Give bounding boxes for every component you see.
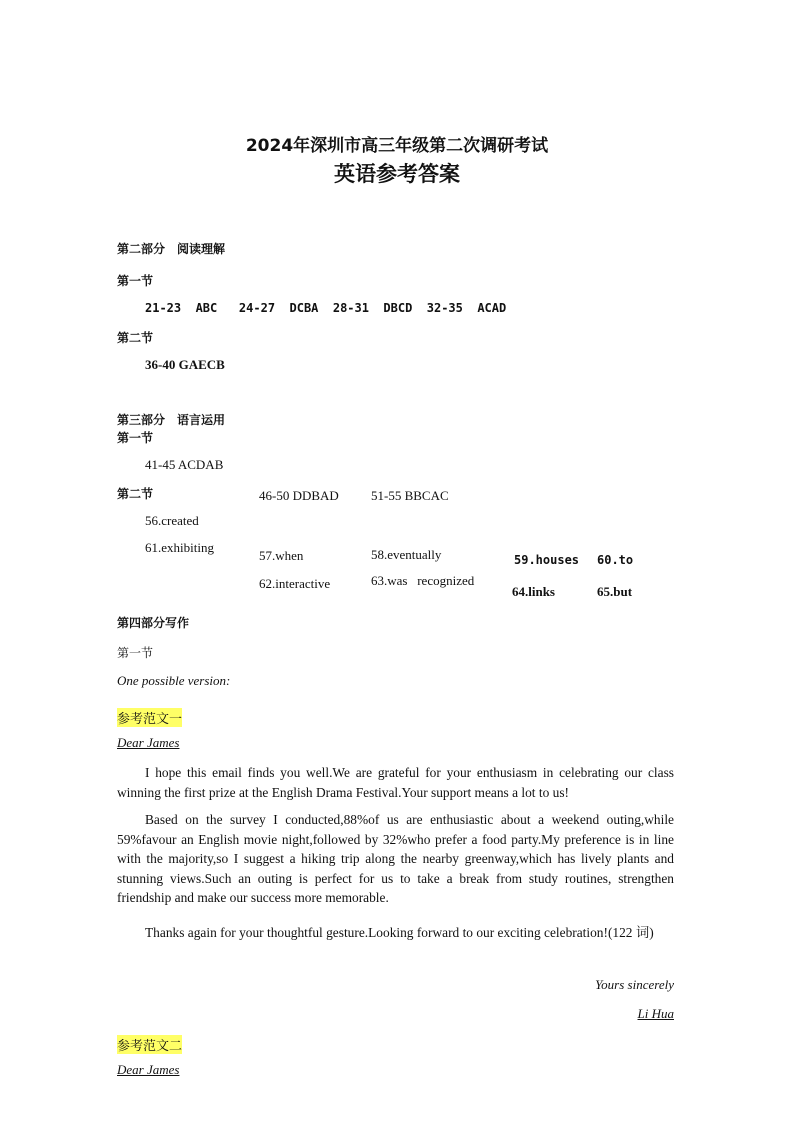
sample2-greeting: Dear James xyxy=(117,1062,180,1077)
page-title: 2024年深圳市高三年级第二次调研考试 xyxy=(245,136,549,156)
sample1-label: 参考范文一 xyxy=(117,708,182,727)
answer-59: 59.houses xyxy=(514,553,580,567)
answer-57: 57.when xyxy=(259,548,304,563)
sample1-closing: Yours sincerely xyxy=(595,977,674,992)
page-subtitle: 英语参考答案 xyxy=(334,162,460,186)
part2-section2-label: 第二节 xyxy=(117,331,154,345)
answer-56: 56.created xyxy=(145,513,199,528)
sample1-paragraph-1: I hope this email finds you well.We are grateful for your enthusiasm in celebrating our class winning the first prize at the English Drama Festival.Your support means a lot to us! xyxy=(117,765,674,800)
answer-60: 60.to xyxy=(597,553,634,567)
sample1-signature: Li Hua xyxy=(637,1006,674,1021)
answers-46-50: 46-50 DDBAD xyxy=(259,488,339,503)
answer-64: 64.links xyxy=(512,584,555,599)
answer-61: 61.exhibiting xyxy=(145,540,214,555)
part4-section1-label: 第一节 xyxy=(117,646,154,660)
part3-section2-label: 第二节 xyxy=(117,487,154,501)
answers-51-55: 51-55 BBCAC xyxy=(371,488,449,503)
version-note: One possible version: xyxy=(117,673,231,688)
part3-section1-label: 第一节 xyxy=(117,431,154,445)
part3-heading: 第三部分 语言运用 xyxy=(117,413,226,427)
part4-heading: 第四部分写作 xyxy=(117,616,190,630)
part2-section2-answers: 36-40 GAECB xyxy=(145,357,225,372)
answer-65: 65.but xyxy=(597,584,633,599)
answer-58: 58.eventually xyxy=(371,547,442,562)
answer-63: 63.was recognized xyxy=(371,573,475,588)
answer-62: 62.interactive xyxy=(259,576,331,591)
part3-section1-answers: 41-45 ACDAB xyxy=(145,457,224,472)
sample1-paragraph-3: Thanks again for your thoughtful gesture.Looking forward to our exciting celebration!(122 词) xyxy=(145,925,654,940)
sample1-greeting: Dear James xyxy=(117,735,180,750)
sample2-label: 参考范文二 xyxy=(117,1035,182,1054)
part2-section1-answers: 21-23 ABC 24-27 DCBA 28-31 DBCD 32-35 ACAD xyxy=(145,301,507,315)
part2-section1-label: 第一节 xyxy=(117,274,154,288)
part2-heading: 第二部分 阅读理解 xyxy=(117,242,226,256)
sample1-paragraph-2: Based on the survey I conducted,88%of us are enthusiastic about a weekend outing,while 59%favour an English movie night,followed by 32%who prefer a food party.My preference is in line with the majority,so I suggest a hiking trip along the nearby greenway,which has lively plants and stunning views.Such an outing is perfect for us to take a break from study routines, strengthen friendship and make our success more memorable. xyxy=(117,812,674,905)
